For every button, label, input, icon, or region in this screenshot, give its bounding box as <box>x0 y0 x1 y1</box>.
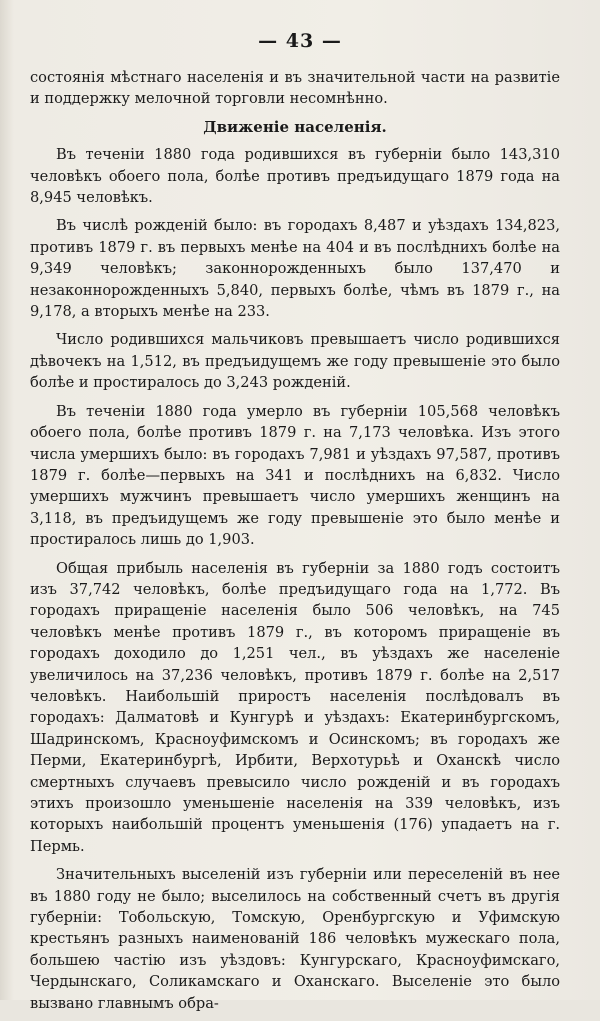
paragraph-deaths: Въ теченіи 1880 года умерло въ губерніи 105,568 человѣкъ обоего пола, болѣе противъ 1879 г. на 7,173 человѣка. Изъ этого числа умершихъ было: въ городахъ 7,981 и уѣздахъ 97,587, противъ 1879 г. болѣе—первыхъ на 341 и послѣднихъ на 6,832. Число умершихъ мужчинъ превышаетъ число умершихъ женщинъ на 3,118, въ предъидущемъ же году превышеніе это было менѣе и простиралось лишь до 1,903. <box>30 402 560 549</box>
paragraph-births: Въ теченіи 1880 года родившихся въ губерніи было 143,310 человѣкъ обоего пола, болѣе противъ предъидущаго 1879 года на 8,945 человѣкъ. <box>30 146 560 207</box>
paragraph-births-breakdown: Въ числѣ рожденій было: въ городахъ 8,487 и уѣздахъ 134,823, противъ 1879 г. въ первыхъ менѣе на 404 и въ послѣднихъ болѣе на 9,349 человѣкъ; законнорожденныхъ было 137,470 и незаконнорожденныхъ 5,840, первыхъ болѣе, чѣмъ въ 1879 г., на 9,178, а вторыхъ менѣе на 233. <box>30 217 560 321</box>
opening-fragment: состоянія мѣстнаго населенія и въ значительной части на развитіе и поддержку мелочной торговли несомнѣнно. <box>30 69 560 108</box>
paragraph-emigration: Значительныхъ выселеній изъ губерніи или переселеній въ нее въ 1880 году не было; выселилось на собственный счетъ въ другія губерніи: Тобольскую, Томскую, Оренбургскую и Уфимскую крестьянъ разныхъ наименованій 186 человѣкъ мужескаго пола, большею частію изъ уѣздовъ: Кунгурскаго, Красноуфимскаго, Чердынскаго, Соликамскаго и Оханскаго. Выселеніе это было вызвано главнымъ обра- <box>30 866 560 1012</box>
page-number: — 43 — <box>258 30 342 52</box>
paragraph-population-growth: Общая прибыль населенія въ губерніи за 1880 годъ состоитъ изъ 37,742 человѣкъ, болѣе предъидущаго года на 1,772. Въ городахъ приращеніе населенія было 506 человѣкъ, на 745 человѣкъ менѣе противъ 1879 г., въ которомъ приращеніе въ городахъ доходило до 1,251 чел., въ уѣздахъ же населеніе увеличилось на 37,236 человѣкъ, противъ 1879 г. болѣе на 2,517 человѣкъ. Наибольшій приростъ населенія послѣдовалъ въ городахъ: Далматовѣ и Кунгурѣ и уѣздахъ: Екатеринбургскомъ, Шадринскомъ, Красноуфимскомъ и Осинскомъ; въ городахъ же Перми, Екатеринбургѣ, Ирбити, Верхотурьѣ и Оханскѣ число смертныхъ случаевъ превысило число рожденій и въ городахъ этихъ произошло уменьшеніе населенія на 339 человѣкъ, изъ которыхъ наибольшій процентъ уменьшенія (176) упадаетъ на г. Пермь. <box>30 559 560 855</box>
section-title: Движеніе населенія. <box>203 117 387 136</box>
body-text <box>30 67 560 1021</box>
paragraph-boys-girls: Число родившихся мальчиковъ превышаетъ число родившихся дѣвочекъ на 1,512, въ предъидущемъ же году превышеніе это было болѣе и простиралось до 3,243 рожденій. <box>30 331 560 392</box>
